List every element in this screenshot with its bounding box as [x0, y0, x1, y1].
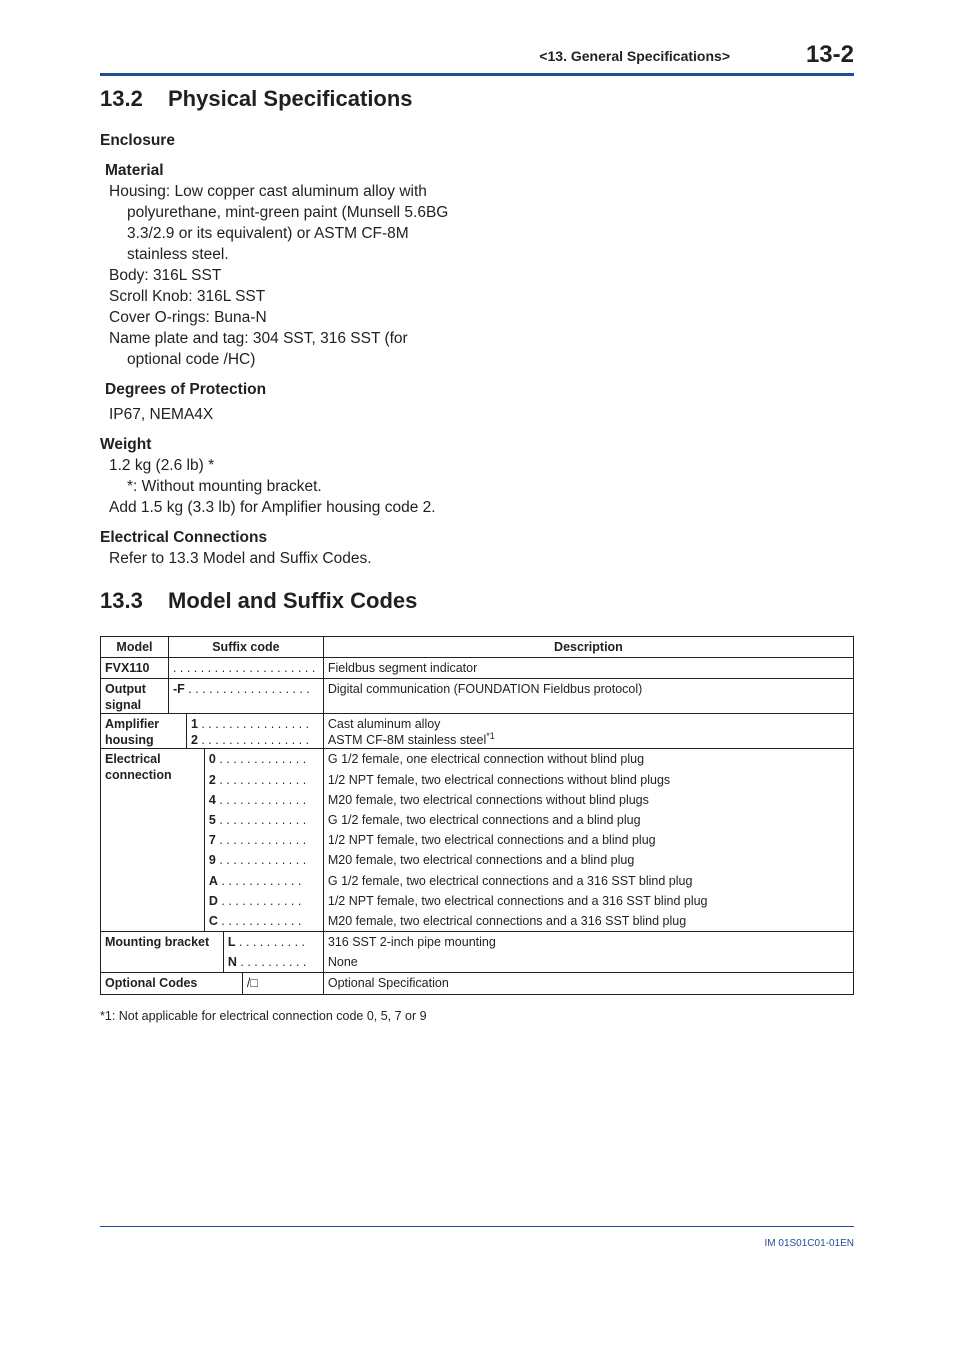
name-plate-line-1: Name plate and tag: 304 SST, 316 SST (for	[109, 330, 408, 347]
housing-line-1: Housing: Low copper cast aluminum alloy with	[109, 183, 427, 200]
section-title: Physical Specifications	[168, 86, 413, 111]
model-optional-codes: Optional Codes	[101, 973, 243, 994]
section-number: 13.2	[100, 86, 143, 111]
weight-heading: Weight	[100, 436, 152, 453]
suffix-code: -F . . . . . . . . . . . . . . . . . .	[168, 679, 323, 714]
description: Fieldbus segment indicator	[323, 658, 853, 679]
scroll-knob-material: Scroll Knob: 316L SST	[109, 288, 266, 305]
description: Optional Specification	[323, 973, 853, 994]
description: G 1/2 female, one electrical connection without blind plug 1/2 NPT female, two electrical connections without blind plugs M20 female, two electrical connections without blind plugs G 1/2 female, two electrical connections and a blind plug 1/2 NPT female, two electrical connections and a blind plug M20 female, two electrical connections and a blind plug G 1/2 female, two electrical connections and a 316 SST blind plug 1/2 NPT female, two electrical connections and a 316 SST blind plug M20 female, two electrical connections and a 316 SST blind plug	[323, 749, 853, 932]
footer-rule	[100, 1226, 854, 1227]
section-title: Model and Suffix Codes	[168, 588, 418, 613]
weight-note: *: Without mounting bracket.	[127, 478, 322, 495]
model-mounting-bracket: Mounting bracket	[101, 932, 224, 973]
table-row	[101, 749, 854, 932]
table-footnote: *1: Not applicable for electrical connection code 0, 5, 7 or 9	[100, 1009, 427, 1023]
name-plate-line-2: optional code /HC)	[127, 351, 256, 368]
physical-specs-body	[100, 126, 854, 569]
model-electrical-connection: Electrical connection	[101, 749, 205, 932]
section-number: 13.3	[100, 588, 143, 613]
housing-line-4: stainless steel.	[127, 246, 229, 263]
body-material: Body: 316L SST	[109, 267, 222, 284]
model-suffix-table	[100, 636, 854, 995]
material-heading: Material	[105, 162, 164, 179]
header-suffix: Suffix code	[168, 637, 323, 658]
suffix-dots: . . . . . . . . . . . . . . . . . . . . .	[168, 658, 323, 679]
section-13-3-title	[100, 588, 417, 614]
o-rings-material: Cover O-rings: Buna-N	[109, 309, 267, 326]
header-description: Description	[323, 637, 853, 658]
table-row	[101, 973, 854, 994]
electrical-value: Refer to 13.3 Model and Suffix Codes.	[109, 550, 372, 567]
table-header-row	[101, 637, 854, 658]
table-row	[101, 679, 854, 714]
suffix-code: /□	[242, 973, 323, 994]
weight-add: Add 1.5 kg (3.3 lb) for Amplifier housing code 2.	[109, 499, 436, 516]
suffix-codes: 1 . . . . . . . . . . . . . . . . 2 . . . . . . . . . . . . . . . .	[186, 714, 323, 749]
table-row	[101, 932, 854, 973]
model-output-signal: Output signal	[101, 679, 169, 714]
table-row	[101, 714, 854, 749]
weight-value: 1.2 kg (2.6 lb) *	[109, 457, 215, 474]
page-number: 13-2	[805, 41, 854, 68]
header-model: Model	[101, 637, 169, 658]
description: Digital communication (FOUNDATION Fieldbus protocol)	[323, 679, 853, 714]
model-fvx110: FVX110	[101, 658, 169, 679]
description: Cast aluminum alloy ASTM CF-8M stainless steel$^{*1}$	[323, 714, 853, 749]
protection-value: IP67, NEMA4X	[109, 406, 214, 423]
chapter-header: <13. General Specifications>	[539, 48, 730, 64]
table-row	[101, 658, 854, 679]
section-13-2-title	[100, 86, 413, 112]
housing-line-2: polyurethane, mint-green paint (Munsell 5.6BG	[127, 204, 449, 221]
model-amplifier-housing: Amplifier housing	[101, 714, 187, 749]
enclosure-heading: Enclosure	[100, 132, 175, 149]
header-rule	[100, 73, 854, 76]
electrical-heading: Electrical Connections	[100, 529, 268, 546]
document-id: IM 01S01C01-01EN	[764, 1238, 854, 1249]
housing-line-3: 3.3/2.9 or its equivalent) or ASTM CF-8M	[127, 225, 409, 242]
description: 316 SST 2-inch pipe mounting None	[323, 932, 853, 973]
suffix-codes: 0 . . . . . . . . . . . . . 2 . . . . . . . . . . . . . 4 . . . . . . . . . . . . . 5 . . . . . . . . . . . . . 7 . . . . . . . . . . . . . 9 . . . . . . . . . . . . . A . . . . . . . . . . . . D . . . . . . . . . . . . C . . . . . . . . . . . .	[204, 749, 323, 932]
protection-heading: Degrees of Protection	[105, 381, 267, 398]
suffix-codes: L . . . . . . . . . . N . . . . . . . . . .	[223, 932, 323, 973]
